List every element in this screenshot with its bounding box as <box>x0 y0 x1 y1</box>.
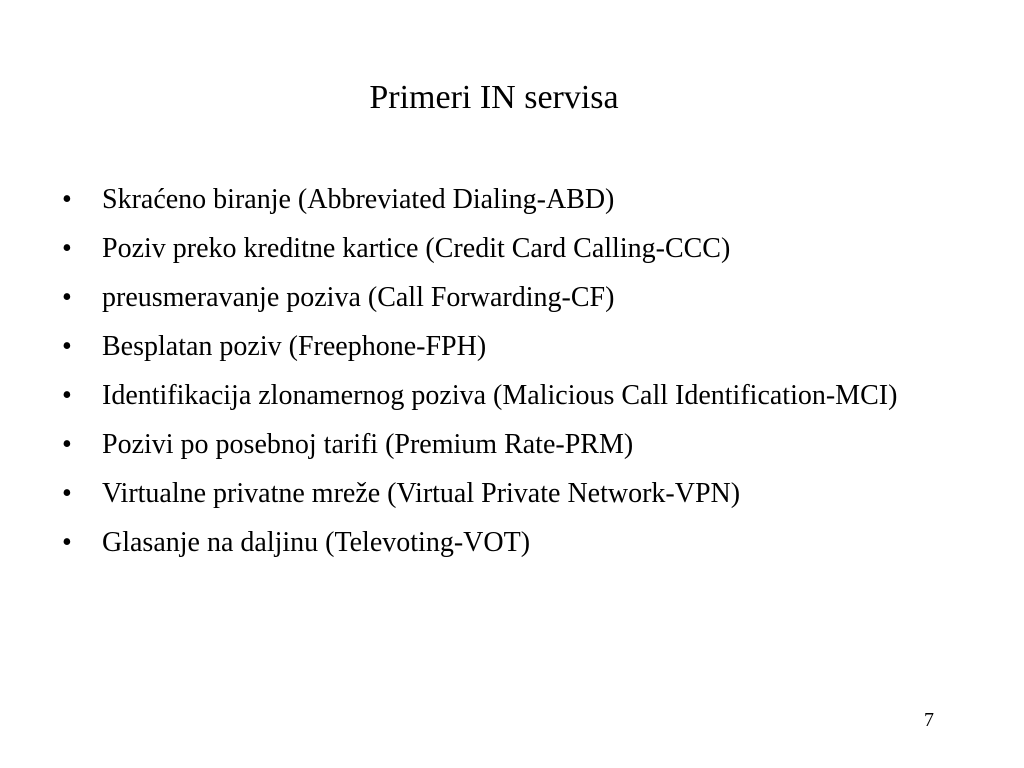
list-item <box>62 327 942 367</box>
list-item <box>62 376 942 416</box>
bullet-icon: • <box>62 380 72 411</box>
bullet-icon: • <box>62 527 72 558</box>
list-item-text: Glasanje na daljinu (Televoting-VOT) <box>102 527 531 558</box>
bullet-icon: • <box>62 331 72 362</box>
list-item <box>62 180 942 220</box>
page-number: 7 <box>924 709 934 731</box>
list-item-text: Besplatan poziv (Freephone-FPH) <box>102 331 487 362</box>
list-item <box>62 278 942 318</box>
bullet-list <box>62 180 942 572</box>
list-item-text: Poziv preko kreditne kartice (Credit Card Calling-CCC) <box>102 233 731 264</box>
list-item <box>62 474 942 514</box>
bullet-icon: • <box>62 429 72 460</box>
list-item-text: Skraćeno biranje (Abbreviated Dialing-ABD) <box>102 184 615 215</box>
list-item-text: Identifikacija zlonamernog poziva (Malicious Call Identification-MCI) <box>102 380 898 411</box>
list-item <box>62 523 942 563</box>
list-item <box>62 425 942 465</box>
bullet-icon: • <box>62 282 72 313</box>
bullet-icon: • <box>62 184 72 215</box>
list-item-text: preusmeravanje poziva (Call Forwarding-CF) <box>102 282 615 313</box>
list-item <box>62 229 942 269</box>
list-item-text: Pozivi po posebnoj tarifi (Premium Rate-PRM) <box>102 429 634 460</box>
slide-title: Primeri IN servisa <box>369 79 619 116</box>
list-item-text: Virtualne privatne mreže (Virtual Private Network-VPN) <box>102 478 741 509</box>
bullet-icon: • <box>62 478 72 509</box>
bullet-icon: • <box>62 233 72 264</box>
